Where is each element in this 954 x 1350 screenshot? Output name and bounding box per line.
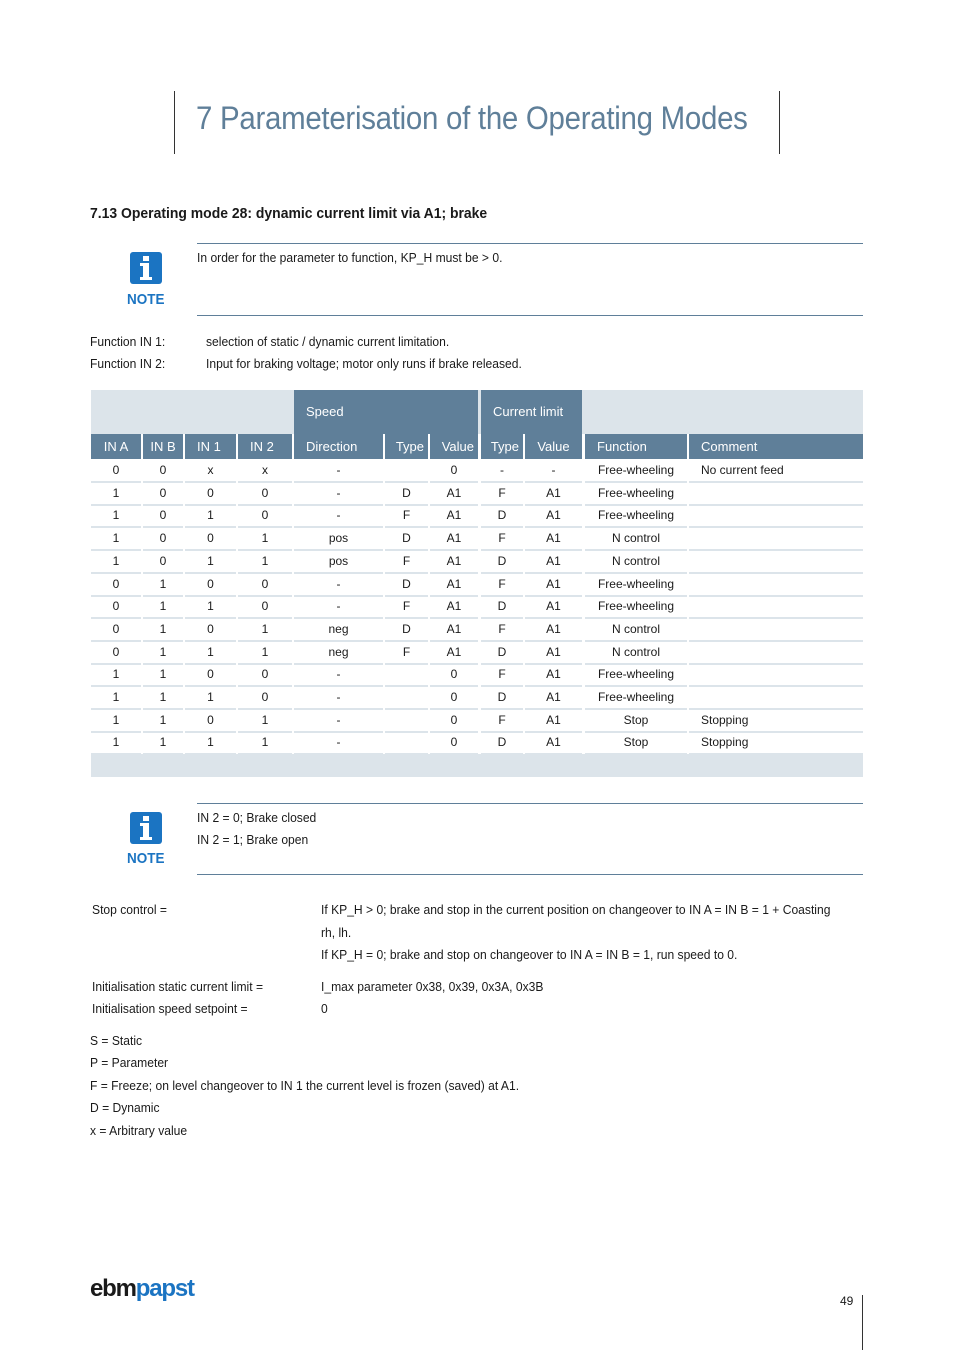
cell-current-value: A1	[525, 551, 582, 574]
cell-in-a: 1	[91, 483, 141, 506]
cell-comment	[689, 664, 863, 687]
note1-label: NOTE	[127, 291, 165, 308]
cell-in-a: 1	[91, 505, 141, 528]
cell-in-b: 0	[143, 483, 183, 506]
cell-speed-direction: -	[294, 664, 383, 687]
cell-in-1: 1	[185, 687, 236, 710]
cell-in-1: 1	[185, 551, 236, 574]
cell-current-type: F	[481, 664, 523, 687]
cell-in-2: 0	[238, 664, 292, 687]
cell-speed-type: F	[385, 642, 428, 665]
cell-in-2: 1	[238, 710, 292, 733]
cell-speed-type: D	[385, 619, 428, 642]
cell-in-a: 1	[91, 710, 141, 733]
function-in2-label: Function IN 2:	[90, 356, 166, 371]
cell-current-type: F	[481, 574, 523, 597]
cell-speed-direction: -	[294, 483, 383, 506]
cell-in-b: 1	[143, 642, 183, 665]
chapter-title: 7 Parameterisation of the Operating Modes	[196, 100, 748, 136]
cell-current-type: F	[481, 619, 523, 642]
cell-in-1: 0	[185, 483, 236, 506]
cell-speed-value: A1	[430, 551, 478, 574]
cell-comment	[689, 596, 863, 619]
legend-item: D = Dynamic	[90, 1100, 160, 1115]
column-header-in-1: IN 1	[185, 434, 236, 459]
cell-speed-direction: pos	[294, 551, 383, 574]
cell-current-value: A1	[525, 710, 582, 733]
cell-in-2: 0	[238, 596, 292, 619]
cell-speed-type	[385, 732, 428, 755]
cell-speed-direction: neg	[294, 642, 383, 665]
cell-current-type: D	[481, 732, 523, 755]
function-in1-label: Function IN 1:	[90, 334, 166, 349]
legend-item: S = Static	[90, 1033, 143, 1048]
cell-speed-type	[385, 710, 428, 733]
header-left-rule	[174, 91, 175, 154]
cell-speed-value: A1	[430, 642, 478, 665]
cell-speed-direction: -	[294, 596, 383, 619]
cell-current-type: -	[481, 460, 523, 483]
cell-comment	[689, 505, 863, 528]
note2-top-rule	[197, 803, 863, 804]
cell-function: Free-wheeling	[585, 460, 687, 483]
column-header-comment: Comment	[689, 434, 863, 459]
column-header-speed-value: Value	[430, 434, 478, 459]
cell-speed-direction: -	[294, 574, 383, 597]
cell-in-a: 1	[91, 664, 141, 687]
page-number: 49	[840, 1294, 854, 1308]
cell-speed-type: D	[385, 574, 428, 597]
cell-speed-type	[385, 460, 428, 483]
cell-function: Free-wheeling	[585, 574, 687, 597]
init-speed-setpoint-label: Initialisation speed setpoint =	[92, 1001, 248, 1016]
cell-current-value: A1	[525, 687, 582, 710]
cell-comment: No current feed	[689, 460, 863, 483]
cell-speed-type: F	[385, 596, 428, 619]
cell-speed-value: A1	[430, 483, 478, 506]
cell-speed-value: 0	[430, 664, 478, 687]
cell-comment	[689, 574, 863, 597]
cell-current-type: D	[481, 596, 523, 619]
cell-function: N control	[585, 528, 687, 551]
cell-current-type: F	[481, 483, 523, 506]
init-current-limit-label: Initialisation static current limit =	[92, 979, 264, 994]
note2-label: NOTE	[127, 850, 165, 867]
cell-speed-value: A1	[430, 574, 478, 597]
cell-function: N control	[585, 619, 687, 642]
cell-in-2: 0	[238, 483, 292, 506]
cell-in-a: 0	[91, 596, 141, 619]
cell-current-value: A1	[525, 528, 582, 551]
cell-in-2: 1	[238, 619, 292, 642]
cell-current-value: A1	[525, 619, 582, 642]
cell-current-value: -	[525, 460, 582, 483]
legend-item: F = Freeze; on level changeover to IN 1 the current level is frozen (saved) at A1.	[90, 1078, 520, 1093]
cell-speed-direction: -	[294, 505, 383, 528]
cell-in-2: x	[238, 460, 292, 483]
legend-item: P = Parameter	[90, 1055, 169, 1070]
cell-speed-direction: -	[294, 460, 383, 483]
cell-function: N control	[585, 551, 687, 574]
cell-current-type: F	[481, 528, 523, 551]
cell-current-value: A1	[525, 642, 582, 665]
info-icon	[130, 252, 162, 284]
cell-speed-direction: -	[294, 710, 383, 733]
cell-in-a: 1	[91, 528, 141, 551]
cell-in-b: 0	[143, 505, 183, 528]
cell-in-a: 0	[91, 642, 141, 665]
cell-in-b: 1	[143, 664, 183, 687]
stop-control-label: Stop control =	[92, 902, 167, 917]
cell-in-b: 1	[143, 687, 183, 710]
cell-speed-value: 0	[430, 732, 478, 755]
cell-in-2: 0	[238, 505, 292, 528]
cell-in-2: 1	[238, 528, 292, 551]
cell-speed-value: 0	[430, 460, 478, 483]
cell-speed-type: D	[385, 483, 428, 506]
cell-comment	[689, 483, 863, 506]
cell-speed-direction: pos	[294, 528, 383, 551]
cell-in-b: 0	[143, 551, 183, 574]
cell-function: Free-wheeling	[585, 687, 687, 710]
function-in1-text: selection of static / dynamic current limitation.	[206, 334, 450, 349]
cell-in-1: 1	[185, 642, 236, 665]
cell-in-a: 0	[91, 619, 141, 642]
cell-current-value: A1	[525, 732, 582, 755]
cell-in-a: 1	[91, 687, 141, 710]
cell-function: N control	[585, 642, 687, 665]
cell-current-type: D	[481, 551, 523, 574]
note1-text: In order for the parameter to function, KP_H must be > 0.	[197, 250, 503, 265]
note2-line: IN 2 = 1; Brake open	[197, 832, 309, 847]
cell-current-type: D	[481, 687, 523, 710]
cell-current-type: D	[481, 505, 523, 528]
cell-in-1: 0	[185, 528, 236, 551]
init-current-limit-value: I_max parameter 0x38, 0x39, 0x3A, 0x3B	[321, 979, 544, 994]
cell-function: Free-wheeling	[585, 483, 687, 506]
cell-in-b: 0	[143, 460, 183, 483]
cell-speed-type: F	[385, 505, 428, 528]
cell-current-value: A1	[525, 505, 582, 528]
cell-function: Free-wheeling	[585, 505, 687, 528]
legend-item: x = Arbitrary value	[90, 1123, 188, 1138]
cell-in-2: 1	[238, 732, 292, 755]
cell-comment	[689, 528, 863, 551]
cell-in-1: 1	[185, 505, 236, 528]
note1-bottom-rule	[197, 315, 863, 316]
cell-current-value: A1	[525, 596, 582, 619]
cell-comment	[689, 551, 863, 574]
column-header-in-2: IN 2	[238, 434, 292, 459]
cell-function: Free-wheeling	[585, 596, 687, 619]
column-header-function: Function	[585, 434, 687, 459]
cell-in-2: 1	[238, 642, 292, 665]
cell-in-b: 1	[143, 574, 183, 597]
column-header-speed-direction: Direction	[294, 434, 383, 459]
stop-control-line: If KP_H > 0; brake and stop in the current position on changeover to IN A = IN B = 1 + Coasting	[321, 902, 831, 917]
column-header-current-value: Value	[525, 434, 582, 459]
init-speed-setpoint-value: 0	[321, 1001, 328, 1016]
cell-in-1: x	[185, 460, 236, 483]
cell-function: Stop	[585, 710, 687, 733]
section-heading: 7.13 Operating mode 28: dynamic current limit via A1; brake	[90, 205, 488, 222]
cell-in-2: 1	[238, 551, 292, 574]
cell-in-b: 1	[143, 619, 183, 642]
cell-speed-value: 0	[430, 687, 478, 710]
cell-comment: Stopping	[689, 710, 863, 733]
cell-in-1: 0	[185, 619, 236, 642]
note1-top-rule	[197, 243, 863, 244]
cell-speed-direction: neg	[294, 619, 383, 642]
cell-speed-type	[385, 687, 428, 710]
cell-speed-type: F	[385, 551, 428, 574]
cell-in-1: 0	[185, 574, 236, 597]
cell-in-a: 1	[91, 551, 141, 574]
cell-current-value: A1	[525, 483, 582, 506]
cell-in-1: 1	[185, 596, 236, 619]
cell-in-b: 1	[143, 596, 183, 619]
stop-control-line: If KP_H = 0; brake and stop on changeover to IN A = IN B = 1, run speed to 0.	[321, 947, 738, 962]
column-header-in-a: IN A	[91, 434, 141, 459]
cell-current-type: F	[481, 710, 523, 733]
cell-current-type: D	[481, 642, 523, 665]
speed-group-header: Speed	[294, 390, 478, 434]
cell-function: Stop	[585, 732, 687, 755]
cell-speed-value: A1	[430, 596, 478, 619]
cell-in-1: 0	[185, 710, 236, 733]
note2-line: IN 2 = 0; Brake closed	[197, 810, 317, 825]
cell-comment: Stopping	[689, 732, 863, 755]
cell-comment	[689, 642, 863, 665]
cell-speed-type: D	[385, 528, 428, 551]
cell-in-2: 0	[238, 687, 292, 710]
cell-in-2: 0	[238, 574, 292, 597]
ebmpapst-logo: ebmpapst	[90, 1275, 194, 1302]
column-header-in-b: IN B	[143, 434, 183, 459]
cell-comment	[689, 687, 863, 710]
cell-in-b: 1	[143, 710, 183, 733]
column-header-current-type: Type	[481, 434, 523, 459]
cell-in-1: 0	[185, 664, 236, 687]
cell-speed-type	[385, 664, 428, 687]
footer-rule	[862, 1295, 863, 1350]
function-in2-text: Input for braking voltage; motor only runs if brake released.	[206, 356, 522, 371]
cell-current-value: A1	[525, 574, 582, 597]
cell-function: Free-wheeling	[585, 664, 687, 687]
cell-speed-value: 0	[430, 710, 478, 733]
cell-in-b: 0	[143, 528, 183, 551]
cell-in-b: 1	[143, 732, 183, 755]
cell-in-a: 0	[91, 574, 141, 597]
cell-comment	[689, 619, 863, 642]
cell-speed-value: A1	[430, 505, 478, 528]
cell-speed-direction: -	[294, 687, 383, 710]
stop-control-line: rh, lh.	[321, 925, 352, 940]
cell-current-value: A1	[525, 664, 582, 687]
cell-speed-value: A1	[430, 528, 478, 551]
cell-in-1: 1	[185, 732, 236, 755]
note2-bottom-rule	[197, 874, 863, 875]
cell-in-a: 0	[91, 460, 141, 483]
cell-speed-value: A1	[430, 619, 478, 642]
current-limit-group-header: Current limit	[481, 390, 582, 434]
info-icon	[130, 812, 162, 844]
header-right-rule	[779, 91, 780, 154]
cell-speed-direction: -	[294, 732, 383, 755]
cell-in-a: 1	[91, 732, 141, 755]
table-bottom-band	[91, 754, 863, 777]
column-header-speed-type: Type	[385, 434, 428, 459]
